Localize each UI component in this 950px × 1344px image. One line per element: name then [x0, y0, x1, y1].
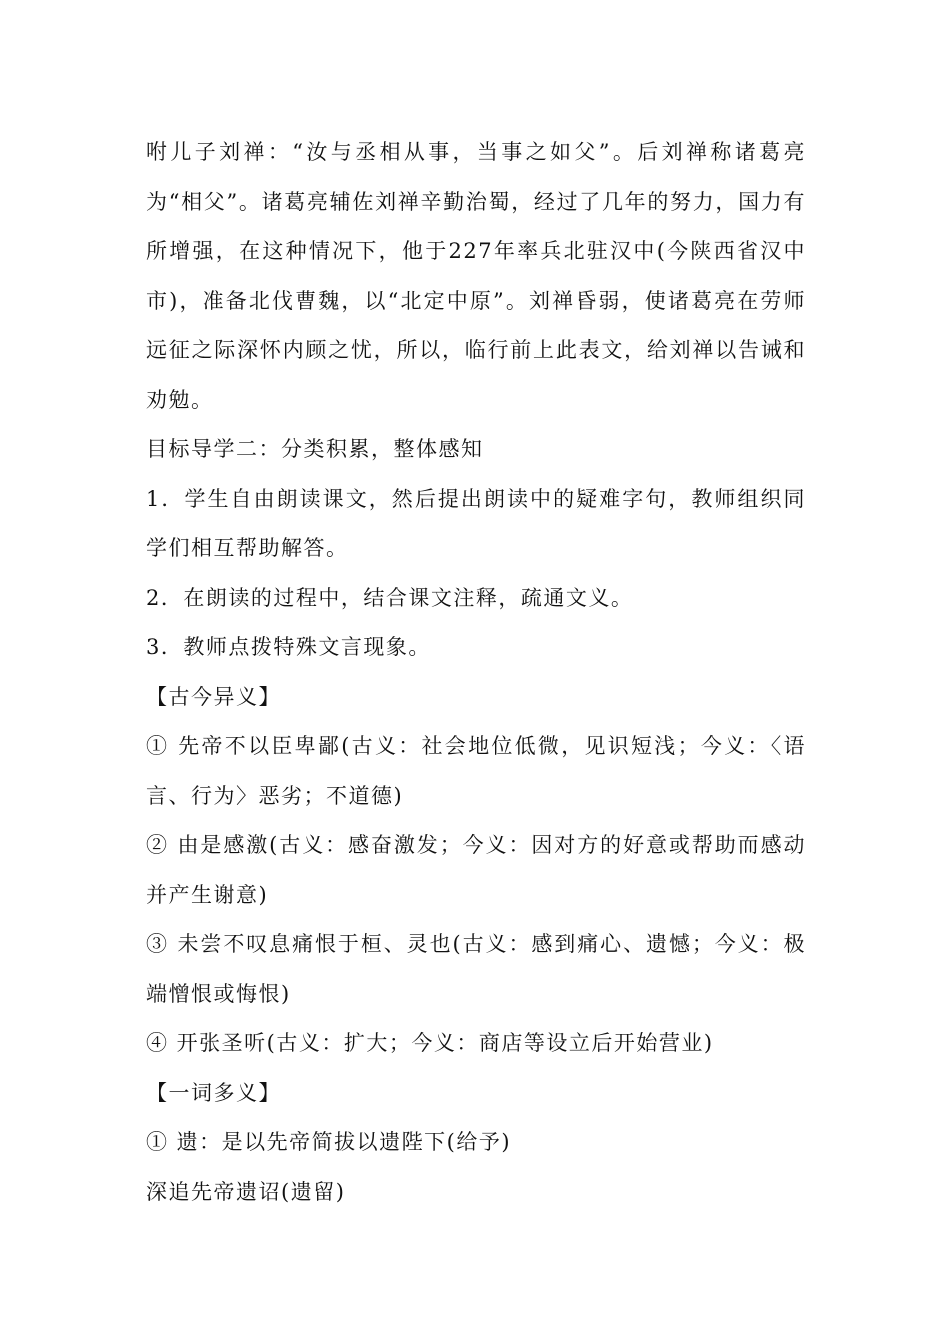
list-item-1: 1．学生自由朗读课文，然后提出朗读中的疑难字句，教师组织同学们相互帮助解答。 [146, 486, 806, 560]
meaning-item-2: ② 由是感激(古义：感奋激发；今义：因对方的好意或帮助而感动并产生谢意) [146, 833, 806, 907]
meaning-item-1: ① 先帝不以臣卑鄙(古义：社会地位低微，见识短浅；今义：〈语言、行为〉恶劣；不道德) [146, 734, 806, 808]
meaning-item-3: ③ 未尝不叹息痛恨于桓、灵也(古义：感到痛心、遗憾；今义：极端憎恨或悔恨) [146, 932, 806, 1006]
meaning-item-4: ④ 开张圣听(古义：扩大；今义：商店等设立后开始营业) [146, 1031, 714, 1055]
list-item-3: 3．教师点拨特殊文言现象。 [146, 635, 431, 659]
subheading-polysemy: 【一词多义】 [146, 1080, 281, 1105]
list-item-2: 2．在朗读的过程中，结合课文注释，疏通文义。 [146, 585, 634, 610]
document-body [146, 128, 806, 1217]
paragraph-background: 咐儿子刘禅：“汝与丞相从事，当事之如父”。后刘禅称诸葛亮为“相父”。诸葛亮辅佐刘禅辛勤治蜀，经过了几年的努力，国力有所增强，在这种情况下，他于227年率兵北驻汉中(今陕西省汉中市)，准备北伐曹魏，以“北定中原”。刘禅昏弱，使诸葛亮在劳师远征之际深怀内顾之忧，所以，临行前上此表文，给刘禅以告诫和劝勉。 [146, 140, 806, 412]
subheading-ancient-modern-meaning: 【古今异义】 [146, 684, 281, 709]
section-heading-goal-two: 目标导学二：分类积累，整体感知 [146, 437, 484, 461]
polysemy-item-1: ① 遗：是以先帝简拔以遗陛下(给予) [146, 1130, 512, 1154]
polysemy-item-1-b: 深追先帝遗诏(遗留) [146, 1179, 346, 1204]
